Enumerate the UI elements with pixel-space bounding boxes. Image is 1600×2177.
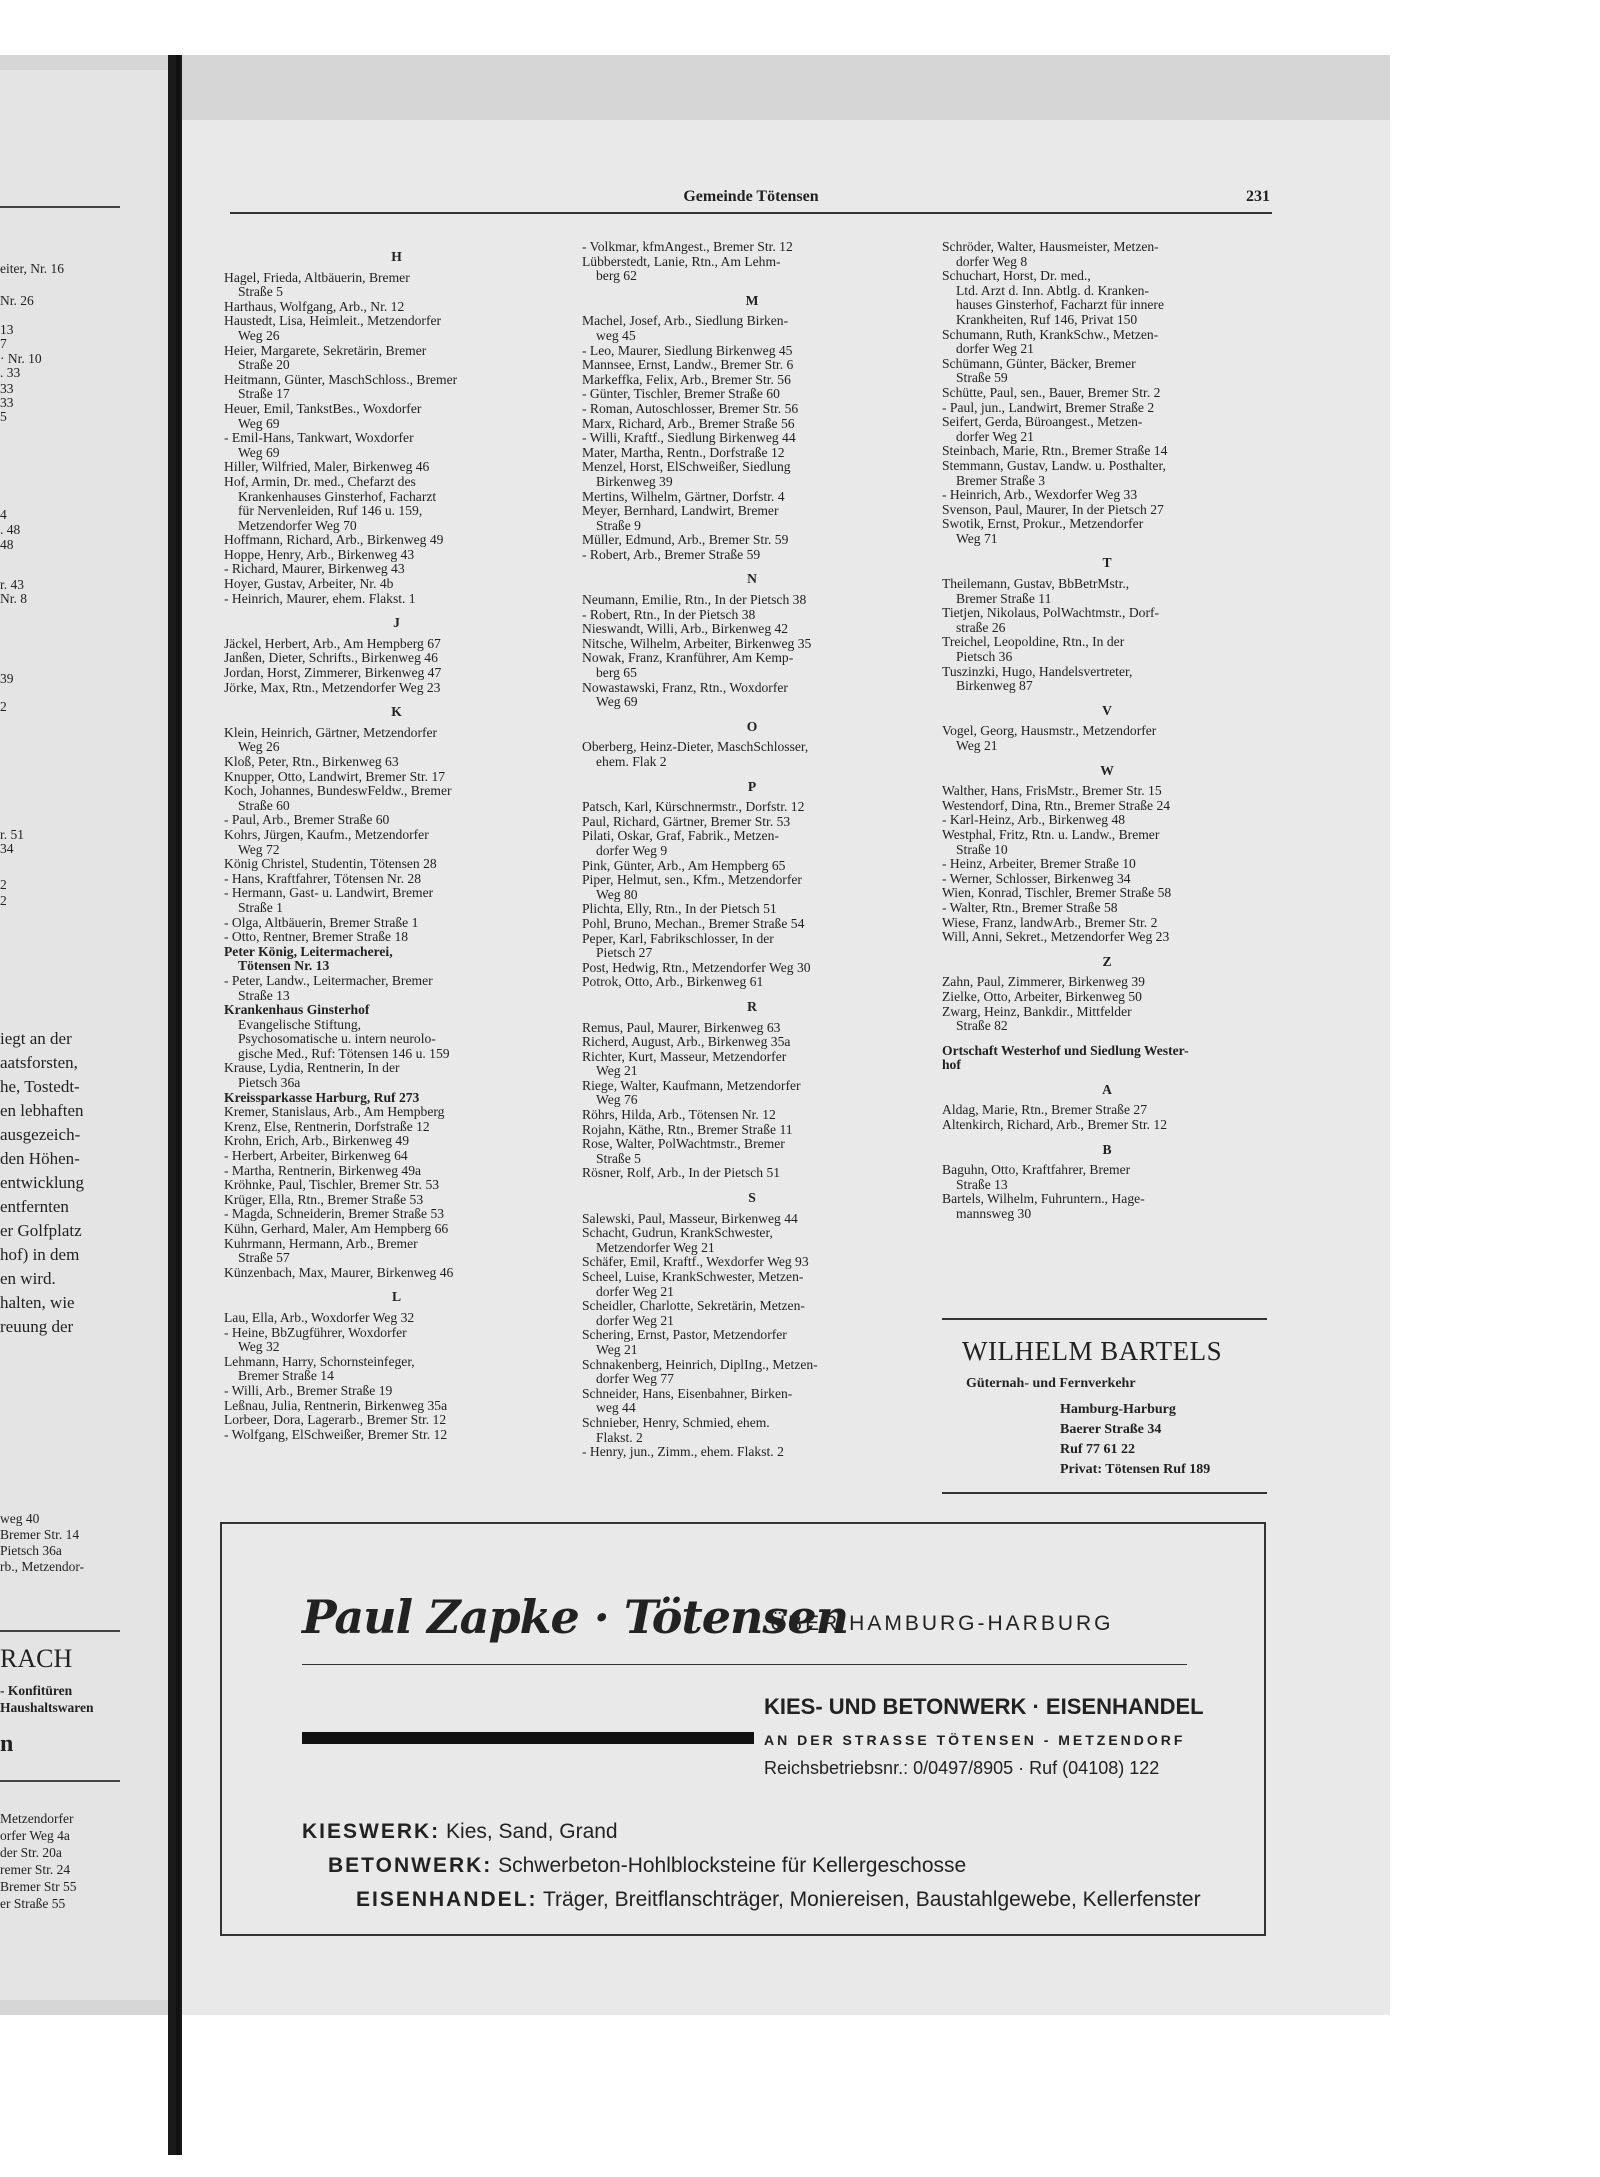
directory-entry: - Paul, jun., Landwirt, Bremer Straße 2 bbox=[942, 399, 1155, 415]
entry-continuation: weg 44 bbox=[596, 1400, 636, 1416]
entry-continuation: Birkenweg 39 bbox=[596, 473, 673, 489]
directory-entry: Lau, Ella, Arb., Woxdorfer Weg 32 bbox=[224, 1309, 415, 1325]
entry-bold: Ortschaft Westerhof und Siedlung Wester- bbox=[942, 1042, 1189, 1058]
directory-entry: - Günter, Tischler, Bremer Straße 60 bbox=[582, 386, 780, 402]
entry-continuation: Birkenweg 87 bbox=[956, 678, 1033, 694]
directory-entry: Pink, Günter, Arb., Am Hempberg 65 bbox=[582, 857, 786, 873]
section-letter: B bbox=[1102, 1141, 1112, 1157]
left-page-text: rb., Metzendor- bbox=[0, 1559, 85, 1574]
ad-zapke-row-text: Schwerbeton-Hohlblocksteine für Kellergeschosse bbox=[498, 1854, 967, 1877]
entry-continuation: Straße 5 bbox=[238, 284, 283, 300]
directory-entry: Krenz, Else, Rentnerin, Dorfstraße 12 bbox=[224, 1118, 430, 1134]
directory-entry: Paul, Richard, Gärtner, Bremer Str. 53 bbox=[582, 813, 791, 829]
entry-bold: hof bbox=[942, 1057, 961, 1073]
left-page-text: 4 bbox=[0, 507, 7, 522]
directory-entry: Röhrs, Hilda, Arb., Tötensen Nr. 12 bbox=[582, 1107, 776, 1123]
directory-column-2 bbox=[582, 240, 922, 1460]
entry-continuation: Weg 69 bbox=[596, 694, 638, 710]
directory-entry: Salewski, Paul, Masseur, Birkenweg 44 bbox=[582, 1210, 798, 1226]
entry-continuation: mannsweg 30 bbox=[956, 1206, 1032, 1222]
ad-zapke-row-text: Kies, Sand, Grand bbox=[446, 1820, 618, 1843]
ad-zapke-black-bar bbox=[302, 1732, 754, 1744]
directory-entry: Kohrs, Jürgen, Kaufm., Metzendorfer bbox=[224, 826, 429, 842]
entry-continuation: dorfer Weg 21 bbox=[596, 1283, 674, 1299]
directory-column-3 bbox=[942, 240, 1272, 1222]
entry-continuation: Weg 76 bbox=[596, 1092, 638, 1108]
directory-entry: Tuszinzki, Hugo, Handelsvertreter, bbox=[942, 663, 1133, 679]
directory-entry: Menzel, Horst, ElSchweißer, Siedlung bbox=[582, 459, 791, 475]
entry-continuation: straße 26 bbox=[956, 619, 1006, 635]
left-page-rule bbox=[0, 1780, 120, 1782]
section-letter: K bbox=[391, 704, 402, 720]
left-page-text: Haushaltswaren bbox=[0, 1700, 94, 1715]
entry-continuation: Straße 60 bbox=[238, 797, 290, 813]
directory-entry: Kröhnke, Paul, Tischler, Bremer Str. 53 bbox=[224, 1177, 440, 1193]
section-letter: J bbox=[393, 615, 400, 631]
section-letter: M bbox=[745, 292, 759, 308]
left-page-text: 13 bbox=[0, 322, 14, 337]
directory-entry: Oberberg, Heinz-Dieter, MaschSchlosser, bbox=[582, 739, 809, 755]
ad-zapke-row-kieswerk bbox=[302, 1820, 618, 1844]
entry-continuation: gische Med., Ruf: Tötensen 146 u. 159 bbox=[238, 1045, 450, 1061]
directory-entry: Altenkirch, Richard, Arb., Bremer Str. 12 bbox=[942, 1117, 1168, 1133]
left-page-text: er Golfplatz bbox=[0, 1221, 82, 1240]
directory-column-1 bbox=[224, 240, 569, 1442]
left-page-text: remer Str. 24 bbox=[0, 1862, 71, 1877]
left-page-fragment bbox=[0, 70, 168, 2000]
directory-entry: Krüger, Ella, Rtn., Bremer Straße 53 bbox=[224, 1191, 424, 1207]
directory-entry: Rösner, Rolf, Arb., In der Pietsch 51 bbox=[582, 1165, 781, 1181]
left-page-text: . 48 bbox=[0, 522, 21, 537]
directory-entry: Riege, Walter, Kaufmann, Metzendorfer bbox=[582, 1077, 801, 1093]
entry-continuation: Bremer Straße 3 bbox=[956, 472, 1046, 488]
entry-continuation: Weg 21 bbox=[596, 1063, 638, 1079]
directory-entry: Nowak, Franz, Kranführer, Am Kemp- bbox=[582, 650, 794, 666]
directory-entry: Hoyer, Gustav, Arbeiter, Nr. 4b bbox=[224, 576, 394, 592]
directory-entry: - Magda, Schneiderin, Bremer Straße 53 bbox=[224, 1206, 445, 1222]
directory-entry: - Henry, jun., Zimm., ehem. Flakst. 2 bbox=[582, 1444, 784, 1460]
directory-entry: Lübberstedt, Lanie, Rtn., Am Lehm- bbox=[582, 253, 781, 269]
entry-continuation: Metzendorfer Weg 21 bbox=[596, 1239, 715, 1255]
entry-continuation: dorfer Weg 77 bbox=[596, 1371, 674, 1387]
entry-continuation: Weg 69 bbox=[238, 444, 280, 460]
directory-entry: Schumann, Ruth, KrankSchw., Metzen- bbox=[942, 326, 1159, 342]
left-page-text: orfer Weg 4a bbox=[0, 1828, 70, 1843]
directory-entry: Swotik, Ernst, Prokur., Metzendorfer bbox=[942, 516, 1144, 532]
entry-bold: Krankenhaus Ginsterhof bbox=[224, 1002, 370, 1018]
directory-entry: Potrok, Otto, Arb., Birkenweg 61 bbox=[582, 974, 764, 990]
entry-continuation: Straße 82 bbox=[956, 1018, 1008, 1034]
left-page-text: . 33 bbox=[0, 365, 21, 380]
left-page-text: iegt an der bbox=[0, 1029, 72, 1048]
entry-continuation: Weg 26 bbox=[238, 739, 280, 755]
ad-zapke-row-label: KIESWERK: bbox=[302, 1820, 441, 1843]
directory-entry: Tietjen, Nikolaus, PolWachtmstr., Dorf- bbox=[942, 605, 1160, 621]
directory-entry: Schäfer, Emil, Kraftf., Wexdorfer Weg 93 bbox=[582, 1254, 809, 1270]
section-letter: T bbox=[1102, 555, 1112, 571]
left-page-text: - Konfitüren bbox=[0, 1683, 73, 1698]
directory-entry: - Otto, Rentner, Bremer Straße 18 bbox=[224, 929, 409, 945]
directory-entry: Koch, Johannes, BundeswFeldw., Bremer bbox=[224, 783, 452, 799]
directory-entry: Schuchart, Horst, Dr. med., bbox=[942, 268, 1091, 284]
directory-entry: Steinbach, Marie, Rtn., Bremer Straße 14 bbox=[942, 443, 1168, 459]
ad-zapke-divider bbox=[302, 1664, 1187, 1665]
directory-entry: - Heinz, Arbeiter, Bremer Straße 10 bbox=[942, 856, 1136, 872]
left-page-text: 33 bbox=[0, 381, 14, 396]
ad-bartels-phone: Ruf 77 61 22 bbox=[1060, 1442, 1136, 1457]
directory-entry: König Christel, Studentin, Tötensen 28 bbox=[224, 856, 437, 872]
directory-entry: - Roman, Autoschlosser, Bremer Str. 56 bbox=[582, 400, 799, 416]
directory-entry: Richerd, August, Arb., Birkenweg 35a bbox=[582, 1034, 791, 1050]
left-page-text: halten, wie bbox=[0, 1293, 75, 1312]
left-page-text: Nr. 26 bbox=[0, 293, 34, 308]
directory-entry: Bartels, Wilhelm, Fuhruntern., Hage- bbox=[942, 1191, 1145, 1207]
entry-continuation: Bremer Straße 11 bbox=[956, 590, 1052, 606]
entry-continuation: Straße 57 bbox=[238, 1250, 290, 1266]
directory-entry: - Karl-Heinz, Arb., Birkenweg 48 bbox=[942, 812, 1126, 828]
directory-entry: Plichta, Elly, Rtn., In der Pietsch 51 bbox=[582, 901, 777, 917]
entry-continuation: Straße 5 bbox=[596, 1150, 641, 1166]
directory-entry: Müller, Edmund, Arb., Bremer Str. 59 bbox=[582, 532, 789, 548]
directory-entry: Stemmann, Gustav, Landw. u. Posthalter, bbox=[942, 457, 1166, 473]
directory-entry: - Heinrich, Maurer, ehem. Flakst. 1 bbox=[224, 590, 416, 606]
entry-continuation: Pietsch 36a bbox=[238, 1075, 301, 1091]
directory-entry: Schering, Ernst, Pastor, Metzendorfer bbox=[582, 1327, 787, 1343]
directory-entry: - Paul, Arb., Bremer Straße 60 bbox=[224, 812, 390, 828]
ad-bartels-city: Hamburg-Harburg bbox=[1060, 1402, 1176, 1417]
directory-entry: Patsch, Karl, Kürschnermstr., Dorfstr. 12 bbox=[582, 799, 805, 815]
directory-entry: - Werner, Schlosser, Birkenweg 34 bbox=[942, 870, 1131, 886]
book-gutter-edge bbox=[176, 55, 180, 2155]
directory-entry: Rose, Walter, PolWachtmstr., Bremer bbox=[582, 1136, 785, 1152]
section-letter: S bbox=[748, 1190, 756, 1206]
left-page-text: Nr. 8 bbox=[0, 591, 27, 606]
entry-continuation: dorfer Weg 9 bbox=[596, 842, 668, 858]
left-page-text: eiter, Nr. 16 bbox=[0, 261, 64, 276]
entry-continuation: ehem. Flak 2 bbox=[596, 754, 667, 769]
directory-entry: - Robert, Arb., Bremer Straße 59 bbox=[582, 546, 761, 562]
ad-zapke-brand: Paul Zapke · Tötensen bbox=[302, 1590, 849, 1644]
directory-entry: - Heinrich, Arb., Wexdorfer Weg 33 bbox=[942, 487, 1138, 503]
directory-entry: Harthaus, Wolfgang, Arb., Nr. 12 bbox=[224, 298, 405, 314]
entry-continuation: berg 65 bbox=[596, 665, 637, 681]
entry-continuation: Ltd. Arzt d. Inn. Abtlg. d. Kranken- bbox=[956, 282, 1149, 298]
directory-entry: Zahn, Paul, Zimmerer, Birkenweg 39 bbox=[942, 974, 1145, 990]
section-letter: A bbox=[1102, 1081, 1112, 1097]
directory-entry: Machel, Josef, Arb., Siedlung Birken- bbox=[582, 313, 789, 329]
ad-zapke-via: ÜBER HAMBURG-HARBURG bbox=[770, 1612, 1114, 1635]
ad-bartels-street: Baerer Straße 34 bbox=[1060, 1422, 1162, 1437]
directory-entry: Janßen, Dieter, Schrifts., Birkenweg 46 bbox=[224, 650, 438, 666]
entry-continuation: Straße 13 bbox=[238, 987, 290, 1003]
left-page-text: 5 bbox=[0, 409, 7, 424]
section-letter: H bbox=[391, 249, 402, 264]
directory-entry: Klein, Heinrich, Gärtner, Metzendorfer bbox=[224, 724, 438, 740]
directory-entry: - Herbert, Arbeiter, Birkenweg 64 bbox=[224, 1148, 408, 1164]
directory-entry: Post, Hedwig, Rtn., Metzendorfer Weg 30 bbox=[582, 959, 811, 975]
left-page-rule bbox=[0, 1630, 120, 1632]
directory-entry: - Emil-Hans, Tankwart, Woxdorfer bbox=[224, 430, 414, 446]
directory-entry: - Leo, Maurer, Siedlung Birkenweg 45 bbox=[582, 342, 793, 358]
ad-zapke-contact: Reichsbetriebsnr.: 0/0497/8905 · Ruf (04108) 122 bbox=[764, 1758, 1160, 1778]
entry-continuation: dorfer Weg 8 bbox=[956, 253, 1028, 269]
directory-entry: Schacht, Gudrun, KrankSchwester, bbox=[582, 1225, 773, 1241]
entry-continuation: Straße 17 bbox=[238, 386, 290, 402]
directory-entry: Westendorf, Dina, Rtn., Bremer Straße 24 bbox=[942, 797, 1171, 813]
entry-continuation: dorfer Weg 21 bbox=[956, 428, 1034, 444]
entry-continuation: Weg 21 bbox=[956, 738, 998, 753]
ad-zapke-tagline: KIES- UND BETONWERK · EISENHANDEL bbox=[764, 1694, 1204, 1719]
directory-entry: Scheidler, Charlotte, Sekretärin, Metzen- bbox=[582, 1298, 805, 1314]
section-letter: R bbox=[747, 998, 757, 1014]
directory-entry: Kloß, Peter, Rtn., Birkenweg 63 bbox=[224, 754, 399, 769]
entry-continuation: dorfer Weg 21 bbox=[596, 1312, 674, 1328]
directory-entry: Krohn, Erich, Arb., Birkenweg 49 bbox=[224, 1133, 409, 1149]
section-letter: W bbox=[1100, 762, 1114, 778]
left-page-text: reuung der bbox=[0, 1317, 74, 1336]
directory-entry: Pilati, Oskar, Graf, Fabrik., Metzen- bbox=[582, 828, 779, 844]
section-letter: L bbox=[391, 1289, 402, 1305]
page-title: Gemeinde Tötensen bbox=[683, 188, 819, 205]
left-page-text: r. 43 bbox=[0, 577, 25, 592]
directory-entry: Heitmann, Günter, MaschSchloss., Bremer bbox=[224, 371, 458, 387]
left-page-text: ausgezeich- bbox=[0, 1125, 81, 1144]
ad-zapke-row-betonwerk bbox=[328, 1854, 966, 1878]
directory-entry: - Volkmar, kfmAngest., Bremer Str. 12 bbox=[582, 239, 793, 254]
left-page-text: 2 bbox=[0, 877, 7, 892]
directory-entry: - Peter, Landw., Leitermacher, Bremer bbox=[224, 972, 433, 988]
entry-continuation: Flakst. 2 bbox=[596, 1429, 643, 1445]
directory-entry: Vogel, Georg, Hausmstr., Metzendorfer bbox=[942, 723, 1157, 739]
left-page-text: 33 bbox=[0, 395, 14, 410]
directory-entry: Wiese, Franz, landwArb., Bremer Str. 2 bbox=[942, 914, 1158, 930]
directory-entry: - Martha, Rentnerin, Birkenweg 49a bbox=[224, 1162, 422, 1178]
left-page-text: Metzendorfer bbox=[0, 1811, 74, 1826]
entry-continuation: Straße 20 bbox=[238, 357, 290, 373]
directory-entry: Mater, Martha, Rentn., Dorfstraße 12 bbox=[582, 444, 785, 460]
advertisement-zapke bbox=[220, 1522, 1266, 1936]
entry-continuation: Pietsch 27 bbox=[596, 945, 653, 961]
directory-entry: Hiller, Wilfried, Maler, Birkenweg 46 bbox=[224, 459, 430, 475]
directory-entry: Marx, Richard, Arb., Bremer Straße 56 bbox=[582, 415, 795, 431]
left-page-text: den Höhen- bbox=[0, 1149, 80, 1168]
entry-continuation: Bremer Straße 14 bbox=[238, 1368, 334, 1384]
directory-entry: Kuhrmann, Hermann, Arb., Bremer bbox=[224, 1235, 418, 1251]
directory-entry: Hoffmann, Richard, Arb., Birkenweg 49 bbox=[224, 532, 444, 548]
left-page-text: weg 40 bbox=[0, 1511, 40, 1526]
directory-entry: Piper, Helmut, sen., Kfm., Metzendorfer bbox=[582, 872, 802, 888]
directory-entry: - Hermann, Gast- u. Landwirt, Bremer bbox=[224, 885, 434, 901]
directory-entry: Schneider, Hans, Eisenbahner, Birken- bbox=[582, 1385, 793, 1401]
directory-entry: - Robert, Rtn., In der Pietsch 38 bbox=[582, 606, 756, 622]
directory-entry: - Willi, Kraftf., Siedlung Birkenweg 44 bbox=[582, 430, 796, 446]
entry-continuation: Straße 59 bbox=[956, 370, 1008, 386]
directory-entry: Pohl, Bruno, Mechan., Bremer Straße 54 bbox=[582, 915, 805, 931]
entry-continuation: weg 45 bbox=[596, 327, 636, 343]
entry-continuation: berg 62 bbox=[596, 268, 637, 284]
directory-entry: Schröder, Walter, Hausmeister, Metzen- bbox=[942, 239, 1159, 254]
directory-entry: Krause, Lydia, Rentnerin, In der bbox=[224, 1060, 400, 1076]
directory-entry: Nowastawski, Franz, Rtn., Woxdorfer bbox=[582, 679, 788, 695]
left-page-text: entwicklung bbox=[0, 1173, 85, 1192]
section-letter: P bbox=[747, 778, 757, 794]
entry-continuation: Psychosomatische u. intern neurolo- bbox=[238, 1031, 436, 1047]
directory-entry: Schnieber, Henry, Schmied, ehem. bbox=[582, 1414, 770, 1430]
directory-entry: Meyer, Bernhard, Landwirt, Bremer bbox=[582, 503, 779, 519]
directory-entry: - Heine, BbZugführer, Woxdorfer bbox=[224, 1324, 407, 1340]
directory-entry: Aldag, Marie, Rtn., Bremer Straße 27 bbox=[942, 1102, 1147, 1118]
left-page-text: 2 bbox=[0, 699, 7, 714]
entry-bold: Kreissparkasse Harburg, Ruf 273 bbox=[224, 1089, 420, 1105]
entry-continuation: Weg 80 bbox=[596, 886, 638, 902]
entry-continuation: Krankheiten, Ruf 146, Privat 150 bbox=[956, 311, 1138, 327]
directory-entry: Mertins, Wilhelm, Gärtner, Dorfstr. 4 bbox=[582, 488, 785, 504]
entry-continuation: Weg 21 bbox=[596, 1341, 638, 1357]
left-page-text: en wird. bbox=[0, 1269, 56, 1288]
left-page-text: n bbox=[0, 1731, 14, 1757]
left-page-rule bbox=[0, 206, 120, 208]
left-page-text: 2 bbox=[0, 893, 7, 908]
entry-continuation: Straße 13 bbox=[956, 1176, 1008, 1192]
ad-bartels-private-phone: Privat: Tötensen Ruf 189 bbox=[1060, 1462, 1211, 1477]
directory-entry: Kremer, Stanislaus, Arb., Am Hempberg bbox=[224, 1104, 445, 1120]
entry-continuation: Straße 1 bbox=[238, 899, 283, 915]
directory-entry: Knupper, Otto, Landwirt, Bremer Str. 17 bbox=[224, 768, 446, 784]
directory-entry: Schümann, Günter, Bäcker, Bremer bbox=[942, 355, 1136, 371]
directory-entry: Will, Anni, Sekret., Metzendorfer Weg 23 bbox=[942, 929, 1170, 945]
entry-continuation: Weg 72 bbox=[238, 841, 280, 857]
entry-continuation: Weg 32 bbox=[238, 1339, 280, 1355]
directory-entry: Nitsche, Wilhelm, Arbeiter, Birkenweg 35 bbox=[582, 635, 812, 651]
entry-continuation: Straße 10 bbox=[956, 841, 1008, 857]
left-page-text: aatsforsten, bbox=[0, 1053, 78, 1072]
left-page-text: he, Tostedt- bbox=[0, 1077, 80, 1096]
left-page-text: 39 bbox=[0, 671, 14, 686]
directory-entry: Markeffka, Felix, Arb., Bremer Str. 56 bbox=[582, 371, 791, 387]
entry-continuation: Pietsch 36 bbox=[956, 649, 1013, 665]
left-page-text: 48 bbox=[0, 537, 14, 552]
ad-bartels-service: Güternah- und Fernverkehr bbox=[966, 1376, 1136, 1391]
directory-entry: Jordan, Horst, Zimmerer, Birkenweg 47 bbox=[224, 665, 442, 681]
entry-bold-continuation: Tötensen Nr. 13 bbox=[238, 958, 330, 974]
section-letter: O bbox=[746, 718, 758, 734]
directory-entry: Peper, Karl, Fabrikschlosser, In der bbox=[582, 930, 774, 946]
directory-entry: Kühn, Gerhard, Maler, Am Hempberg 66 bbox=[224, 1221, 449, 1236]
directory-entry: Hoppe, Henry, Arb., Birkenweg 43 bbox=[224, 546, 415, 562]
left-page-text: · Nr. 10 bbox=[0, 351, 42, 366]
directory-entry: Neumann, Emilie, Rtn., In der Pietsch 38 bbox=[582, 592, 807, 608]
directory-entry: Walther, Hans, FrisMstr., Bremer Str. 15 bbox=[942, 783, 1162, 799]
ad-zapke-street: AN DER STRASSE TÖTENSEN - METZENDORF bbox=[764, 1732, 1186, 1748]
ad-zapke-row-text: Träger, Breitflanschträger, Moniereisen, Baustahlgewebe, Kellerfenster bbox=[542, 1888, 1201, 1911]
left-page-text: en lebhaften bbox=[0, 1101, 84, 1120]
directory-entry: Theilemann, Gustav, BbBetrMstr., bbox=[942, 576, 1130, 592]
directory-entry: Jörke, Max, Rtn., Metzendorfer Weg 23 bbox=[224, 679, 441, 695]
directory-entry: Baguhn, Otto, Kraftfahrer, Bremer bbox=[942, 1162, 1131, 1178]
left-page-text: er Straße 55 bbox=[0, 1896, 66, 1911]
ad-zapke-row-label: BETONWERK: bbox=[328, 1854, 493, 1877]
directory-entry: Hagel, Frieda, Altbäuerin, Bremer bbox=[224, 269, 410, 285]
entry-continuation: Evangelische Stiftung, bbox=[238, 1016, 362, 1032]
directory-entry: Wien, Konrad, Tischler, Bremer Straße 58 bbox=[942, 885, 1172, 901]
left-page-text: Bremer Str. 14 bbox=[0, 1527, 80, 1542]
directory-entry: - Richard, Maurer, Birkenweg 43 bbox=[224, 561, 405, 577]
directory-entry: Treichel, Leopoldine, Rtn., In der bbox=[942, 634, 1125, 650]
entry-continuation: Weg 26 bbox=[238, 327, 280, 343]
entry-continuation: Krankenhauses Ginsterhof, Facharzt bbox=[238, 488, 437, 504]
entry-continuation: Straße 9 bbox=[596, 517, 641, 533]
left-page-text: Bremer Str 55 bbox=[0, 1879, 77, 1894]
directory-entry: Remus, Paul, Maurer, Birkenweg 63 bbox=[582, 1019, 781, 1035]
directory-entry: Mannsee, Ernst, Landw., Bremer Str. 6 bbox=[582, 357, 794, 373]
section-letter: N bbox=[747, 571, 757, 587]
left-page-text: RACH bbox=[0, 1644, 73, 1673]
directory-entry: Westphal, Fritz, Rtn. u. Landw., Bremer bbox=[942, 826, 1160, 842]
directory-entry: Scheel, Luise, KrankSchwester, Metzen- bbox=[582, 1269, 804, 1284]
ad-zapke-row-label: EISENHANDEL: bbox=[356, 1888, 538, 1911]
entry-continuation: hauses Ginsterhof, Facharzt für innere bbox=[956, 297, 1164, 313]
left-page-text: hof) in dem bbox=[0, 1245, 80, 1264]
left-page-text: der Str. 20a bbox=[0, 1845, 62, 1860]
entry-continuation: für Nervenleiden, Ruf 146 u. 159, bbox=[238, 503, 423, 519]
directory-entry: Künzenbach, Max, Maurer, Birkenweg 46 bbox=[224, 1264, 454, 1280]
directory-entry: - Willi, Arb., Bremer Straße 19 bbox=[224, 1382, 393, 1398]
advertisement-bartels bbox=[942, 1318, 1267, 1494]
directory-entry: Schütte, Paul, sen., Bauer, Bremer Str. 2 bbox=[942, 384, 1161, 400]
section-letter: Z bbox=[1102, 953, 1112, 969]
directory-entry: - Walter, Rtn., Bremer Straße 58 bbox=[942, 899, 1118, 915]
directory-entry: Nieswandt, Willi, Arb., Birkenweg 42 bbox=[582, 621, 789, 637]
entry-bold: Peter König, Leitermacherei, bbox=[224, 943, 393, 959]
left-page-text: 34 bbox=[0, 841, 14, 856]
directory-entry: - Hans, Kraftfahrer, Tötensen Nr. 28 bbox=[224, 870, 422, 886]
directory-entry: Zwarg, Heinz, Bankdir., Mittfelder bbox=[942, 1003, 1132, 1019]
left-page-text: Pietsch 36a bbox=[0, 1543, 62, 1558]
directory-entry: Svenson, Paul, Maurer, In der Pietsch 27 bbox=[942, 501, 1164, 517]
section-letter: V bbox=[1102, 702, 1112, 718]
entry-continuation: Weg 69 bbox=[238, 415, 280, 431]
directory-entry: Rojahn, Käthe, Rtn., Bremer Straße 11 bbox=[582, 1121, 793, 1137]
directory-entry: - Wolfgang, ElSchweißer, Bremer Str. 12 bbox=[224, 1426, 448, 1442]
entry-continuation: dorfer Weg 21 bbox=[956, 341, 1034, 357]
directory-entry: Lehmann, Harry, Schornsteinfeger, bbox=[224, 1353, 415, 1369]
ad-zapke-row-eisenhandel bbox=[356, 1888, 1201, 1912]
directory-entry: Richter, Kurt, Masseur, Metzendorfer bbox=[582, 1048, 787, 1064]
page-number: 231 bbox=[1246, 188, 1270, 205]
directory-entry: Lorbeer, Dora, Lagerarb., Bremer Str. 12 bbox=[224, 1412, 447, 1428]
left-page-text: 7 bbox=[0, 336, 7, 351]
left-page-text: r. 51 bbox=[0, 827, 25, 842]
directory-entry: Seifert, Gerda, Büroangest., Metzen- bbox=[942, 414, 1143, 430]
directory-entry: Schnakenberg, Heinrich, DiplIng., Metzen- bbox=[582, 1356, 818, 1372]
directory-entry: Hof, Armin, Dr. med., Chefarzt des bbox=[224, 473, 416, 489]
entry-continuation: Metzendorfer Weg 70 bbox=[238, 517, 357, 533]
directory-entry: Heuer, Emil, TankstBes., Woxdorfer bbox=[224, 400, 422, 416]
directory-entry: - Olga, Altbäuerin, Bremer Straße 1 bbox=[224, 914, 419, 930]
directory-entry: Jäckel, Herbert, Arb., Am Hempberg 67 bbox=[224, 635, 441, 651]
left-page-text: entfernten bbox=[0, 1197, 69, 1216]
ad-bartels-name: WILHELM BARTELS bbox=[962, 1336, 1223, 1366]
page-header bbox=[230, 188, 1272, 214]
directory-entry: Leßnau, Julia, Rentnerin, Birkenweg 35a bbox=[224, 1397, 448, 1413]
directory-entry: Heier, Margarete, Sekretärin, Bremer bbox=[224, 342, 427, 358]
directory-entry: Haustedt, Lisa, Heimleit., Metzendorfer bbox=[224, 313, 442, 329]
entry-continuation: Weg 71 bbox=[956, 530, 998, 546]
directory-entry: Zielke, Otto, Arbeiter, Birkenweg 50 bbox=[942, 988, 1142, 1004]
